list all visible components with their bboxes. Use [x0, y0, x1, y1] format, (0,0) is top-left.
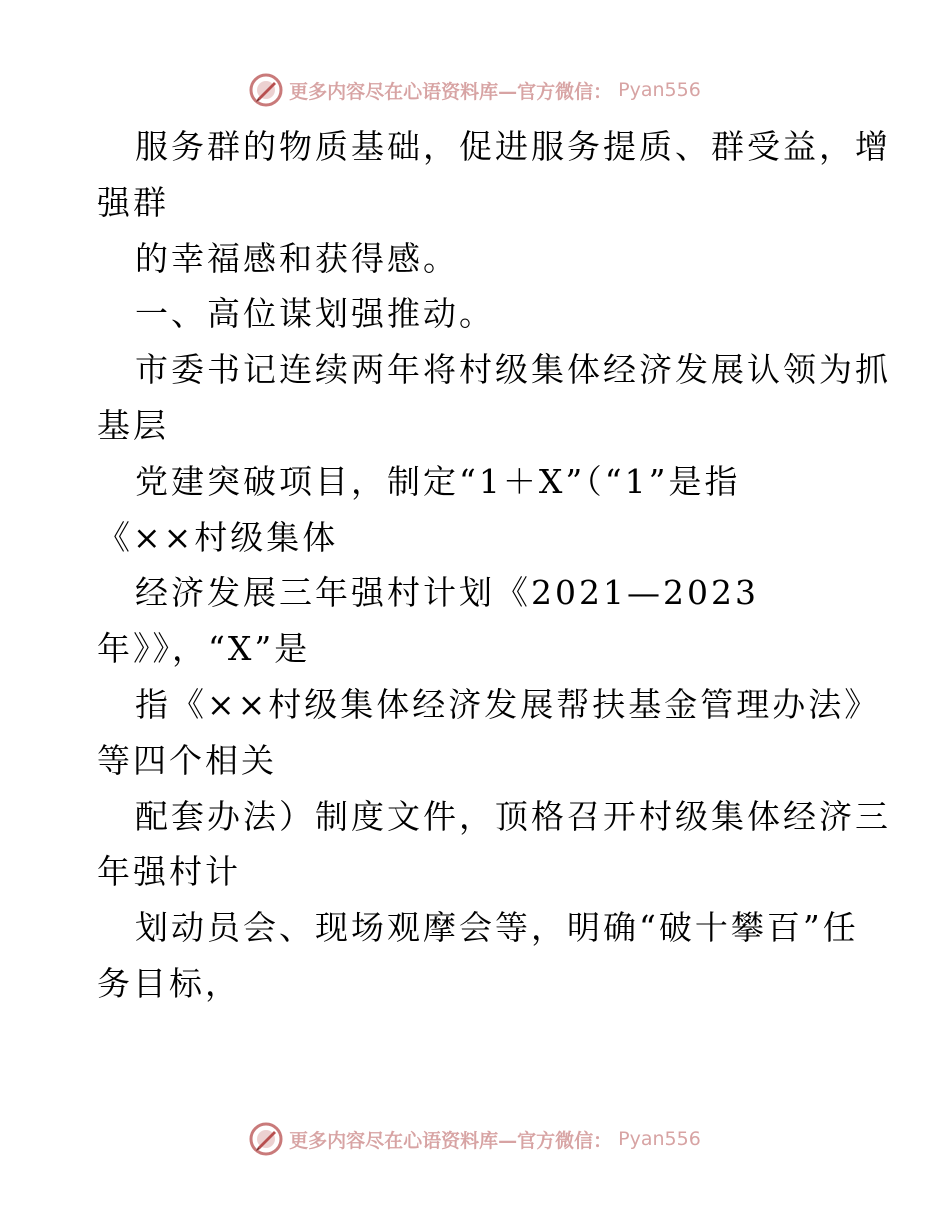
document-body — [97, 119, 891, 1012]
text-line: 的幸福感和获得感。 — [135, 238, 459, 278]
text-line: 市委书记连续两年将村级集体经济发展认领为抓 — [135, 350, 891, 390]
text-line: 指《××村级集体经济发展帮扶基金管理办法》 — [135, 684, 881, 724]
text-line: 年》》，“X”是 — [97, 629, 311, 669]
text-line: 年强村计 — [97, 852, 241, 892]
watermark-text: 更多内容尽在心语资料库—官方微信： — [289, 1129, 613, 1152]
text-line: 务目标， — [97, 963, 241, 1003]
text-line: 等四个相关 — [97, 740, 277, 780]
pen-logo-icon — [249, 73, 283, 107]
text-line: 强群 — [97, 182, 169, 222]
text-line: 一、高位谋划强推动。 — [135, 294, 495, 334]
text-line: 《××村级集体 — [97, 517, 339, 557]
footer-watermark — [0, 1119, 950, 1159]
text-line: 经济发展三年强村计划《2021—2023 — [135, 573, 759, 613]
watermark-text: 更多内容尽在心语资料库—官方微信： — [289, 80, 613, 103]
text-line: 划动员会、现场观摩会等，明确“破十攀百”任 — [135, 908, 859, 948]
text-line: 基层 — [97, 405, 169, 445]
text-line: 党建突破项目，制定“1＋X”（“1”是指 — [135, 461, 741, 501]
pen-logo-icon — [249, 1122, 283, 1156]
watermark-wechat-id: Pyan556 — [618, 79, 701, 101]
text-line: 配套办法）制度文件，顶格召开村级集体经济三 — [135, 796, 891, 836]
watermark-wechat-id: Pyan556 — [618, 1128, 701, 1150]
text-line: 服务群的物质基础，促进服务提质、群受益，增 — [135, 127, 891, 166]
header-watermark — [0, 70, 950, 110]
